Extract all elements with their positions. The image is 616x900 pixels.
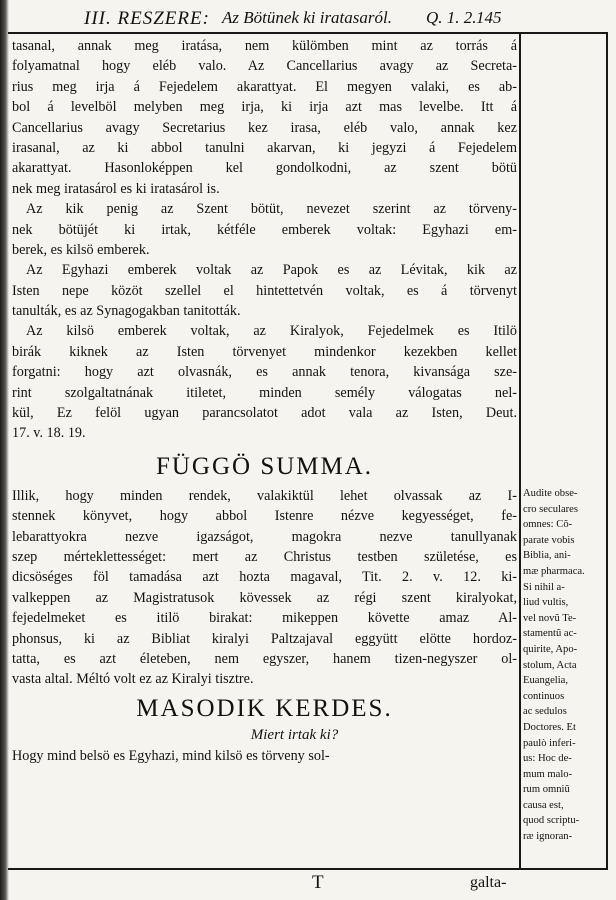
text-line: birák kiknek az Isten törvenyet mindenkor kezekben kellet	[12, 343, 517, 360]
paragraph-4	[12, 321, 517, 443]
margin-note-line: causa est,	[523, 799, 564, 811]
margin-note-line: vel novũ Te-	[523, 612, 577, 624]
text-line: valkeppen az Magistratusok kövessek az régi szent kiralyokat,	[12, 589, 517, 606]
paragraph-5	[12, 486, 517, 690]
margin-note-line: Audite obse-	[523, 488, 578, 499]
text-line: lebarattyokra nezve igazságot, magokra nezve tanullyanak	[12, 528, 517, 545]
margin-note-line: Euangelia,	[523, 675, 569, 687]
header-question: Q. 1. 2.	[426, 8, 477, 27]
margin-note-line: cro seculares	[523, 503, 578, 515]
text-line: szep mérteklettességet: mert az Christus testben születése, es	[12, 548, 517, 565]
margin-note-line: paulò inferi-	[523, 737, 576, 749]
page-number: 145	[476, 8, 502, 27]
text-line: Cancellarius avagy Secretarius kez irasa, eléb valo, annak kez	[12, 119, 517, 136]
margin-note-line: liud vultis,	[523, 597, 569, 609]
margin-note-line: ræ ignoran-	[523, 831, 573, 843]
text-line: Az kilsö emberek voltak, az Kiralyok, Fejedelmek es Itilö	[26, 323, 517, 340]
text-line: Az kik penig az Szent bötüt, nevezet szerint az törveny-	[26, 201, 517, 218]
margin-note-line: mæ pharmaca.	[523, 565, 585, 577]
text-line: rius meg irja á Fejedelem akarattyat. El megyen valaki, es ab-	[12, 78, 517, 95]
margin-note-line: continuos	[523, 690, 565, 702]
header-title: Az Bötünek ki iratasaról.	[222, 8, 392, 27]
margin-note-line: omnes: Cõ-	[523, 519, 573, 531]
text-line: dicsöséges föl tamadása azt hozta magaval, Tit. 2. v. 12. ki-	[12, 569, 517, 586]
margin-note-line: quirite, Apo-	[523, 643, 578, 655]
margin-note-line: stolum, Acta	[523, 659, 577, 671]
text-line: tasanal, annak meg iratása, nem külömben mint az torrás á	[12, 38, 517, 54]
text-line: 17. v. 18. 19.	[12, 425, 86, 442]
header-part: III. RESZERE:	[84, 8, 210, 29]
paragraph-3	[12, 260, 517, 321]
margin-column-rule	[519, 32, 521, 870]
catchword: galta-	[470, 874, 507, 891]
margin-note-line: mum malo-	[523, 768, 573, 780]
margin-note	[523, 486, 605, 845]
margin-note-line: parate vobis	[523, 534, 575, 546]
main-text-column	[12, 36, 517, 766]
frame-rule-top	[8, 32, 608, 34]
text-line: berek, es kilsö emberek.	[12, 241, 150, 258]
text-line: Hogy mind belsö es Egyhazi, mind kilsö es törveny sol-	[12, 747, 330, 764]
text-line: irasanal, az ki abbol tanulni akarvan, ki jegyzi á Fejedelem	[12, 139, 517, 156]
text-line: rint szolgaltatnának itiletet, minden semély válogatas nel-	[12, 384, 517, 401]
text-line: bol á levelböl melyben meg irja, ki irja azt mas levelbe. Itt á	[12, 99, 517, 116]
text-line: akarattyat. Hasonloképpen kel gondolkodni, az szent bötü	[12, 160, 517, 177]
text-line: nek meg iratasárol es ki iratasárol is.	[12, 180, 220, 197]
text-line: vasta altal. Méltó volt ez az Kiralyi tisztre.	[12, 671, 254, 688]
page-gutter-shadow	[0, 0, 9, 900]
text-line: Illik, hogy minden rendek, valakiktül lehet olvassak az I-	[12, 487, 517, 504]
text-line: forgatni: hogy azt olvasnák, es annak tenora, kivansága sze-	[12, 364, 517, 381]
text-line: folyamatnal hogy eléb valo. Az Cancellarius avagy az Secreta-	[12, 58, 517, 75]
section-heading-masodik-kerdes: MASODIK KERDES.	[136, 694, 393, 722]
question-subheading: Miert irtak ki?	[250, 726, 339, 743]
text-line: tanulták, es az Synagogakban tanitották.	[12, 303, 241, 320]
signature-mark: T	[312, 872, 324, 893]
margin-note-line: Si nihil a-	[523, 581, 565, 593]
text-line: Az Egyhazi emberek voltak az Papok es az Lévitak, kik az	[26, 262, 517, 279]
text-line: fejedelmeket es itilö birakat: mikeppen követte amaz Al-	[12, 610, 517, 627]
margin-note-line: stamentũ ac-	[523, 628, 577, 640]
section-heading-fuggo-summa: FÜGGÖ SUMMA.	[155, 452, 374, 480]
text-line: stennek könyvet, hogy abbol Istenre nézve kegyességet, fe-	[12, 508, 517, 525]
margin-note-line: Doctores. Et	[523, 721, 576, 733]
text-line: Isten nepe közöt szellel el hintettetvén voltak, es á törvenyt	[12, 282, 517, 299]
frame-rule-right	[606, 32, 608, 870]
running-header	[84, 6, 524, 32]
margin-note-line: Biblia, ani-	[523, 550, 571, 562]
text-line: phonsus, ki az Bibliat kiralyi Paltzajaval eggyütt elötte hordoz-	[12, 630, 517, 647]
paragraph-6	[12, 746, 517, 766]
text-line: nek bötüjét ki irtak, kétféle emberek voltak: Egyhazi em-	[12, 221, 517, 238]
page-footer	[0, 872, 616, 898]
text-line: tatta, es azt életeben, nem egyszer, hanem tizen-negyszer ol-	[12, 650, 517, 667]
paragraph-1	[12, 36, 517, 199]
margin-note-line: rum omniũ	[523, 784, 570, 796]
margin-note-line: ac sedulos	[523, 706, 567, 718]
margin-note-line: quod scriptu-	[523, 815, 580, 827]
frame-rule-bottom	[8, 868, 608, 870]
margin-note-line: us: Hoc de-	[523, 753, 572, 765]
paragraph-2	[12, 199, 517, 260]
text-line: kül, Ez felöl ugyan parancsolatot adot vala az Isten, Deut.	[12, 405, 517, 422]
